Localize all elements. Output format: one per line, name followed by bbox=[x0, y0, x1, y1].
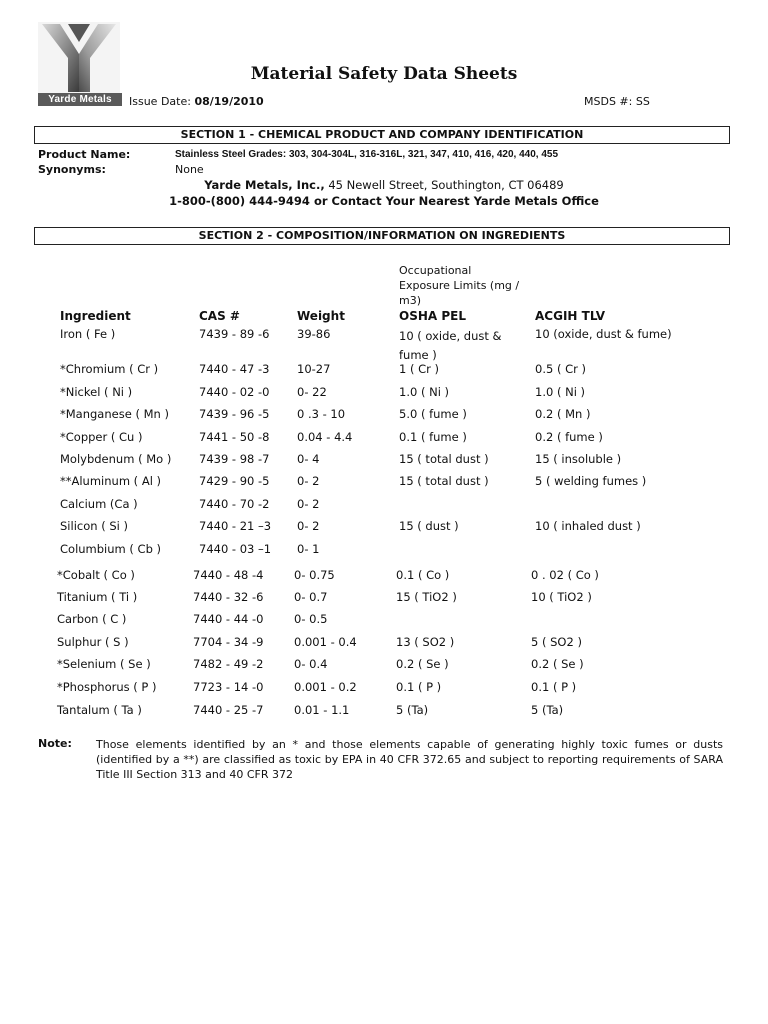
cell-weight: 0 .3 - 10 bbox=[297, 407, 346, 421]
cell-cas-number: 7440 - 48 -4 bbox=[193, 568, 264, 582]
col-header-osha-pel: OSHA PEL bbox=[399, 309, 466, 323]
cell-acgih-tlv: 0.2 ( fume ) bbox=[535, 430, 603, 444]
cell-acgih-tlv: 1.0 ( Ni ) bbox=[535, 385, 586, 399]
cell-cas-number: 7439 - 98 -7 bbox=[199, 452, 270, 466]
cell-weight: 0- 0.7 bbox=[294, 590, 328, 604]
cell-acgih-tlv: 10 ( inhaled dust ) bbox=[535, 519, 641, 533]
cell-cas-number: 7439 - 96 -5 bbox=[199, 407, 270, 421]
cell-osha-pel: 0.2 ( Se ) bbox=[396, 657, 449, 671]
cell-weight: 0.001 - 0.4 bbox=[294, 635, 357, 649]
cell-ingredient: *Selenium ( Se ) bbox=[57, 657, 151, 671]
cell-weight: 0- 0.75 bbox=[294, 568, 335, 582]
cell-osha-pel: 15 ( dust ) bbox=[399, 519, 459, 533]
cell-osha-pel: 1.0 ( Ni ) bbox=[399, 385, 450, 399]
cell-ingredient: Calcium (Ca ) bbox=[60, 497, 138, 511]
col-header-weight: Weight bbox=[297, 309, 345, 323]
cell-ingredient: Carbon ( C ) bbox=[57, 612, 127, 626]
cell-ingredient: Tantalum ( Ta ) bbox=[57, 703, 142, 717]
cell-osha-pel: 13 ( SO2 ) bbox=[396, 635, 455, 649]
cell-acgih-tlv: 0.2 ( Mn ) bbox=[535, 407, 591, 421]
company-name: Yarde Metals, Inc., bbox=[204, 178, 325, 192]
cell-acgih-tlv: 0.1 ( P ) bbox=[531, 680, 577, 694]
cell-acgih-tlv: 0.5 ( Cr ) bbox=[535, 362, 586, 376]
cell-cas-number: 7439 - 89 -6 bbox=[199, 327, 270, 341]
cell-acgih-tlv: 10 ( TiO2 ) bbox=[531, 590, 592, 604]
cell-ingredient: *Chromium ( Cr ) bbox=[60, 362, 159, 376]
cell-cas-number: 7441 - 50 -8 bbox=[199, 430, 270, 444]
cell-cas-number: 7440 - 44 -0 bbox=[193, 612, 264, 626]
cell-weight: 0- 2 bbox=[297, 519, 320, 533]
cell-ingredient: *Phosphorus ( P ) bbox=[57, 680, 157, 694]
cell-acgih-tlv: 5 (Ta) bbox=[531, 703, 564, 717]
cell-osha-pel: 15 ( total dust ) bbox=[399, 474, 489, 488]
col-header-acgih-tlv: ACGIH TLV bbox=[535, 309, 606, 323]
cell-osha-pel: 1 ( Cr ) bbox=[399, 362, 440, 376]
note-text: Those elements identified by an * and those elements capable of generating highly toxic fumes or dusts (identified by a **) are classified as toxic by EPA in 40 CFR 372.65 and subject to reporting requirements of SARA Title III Section 313 and 40 CFR 372 bbox=[96, 738, 723, 781]
msds-number bbox=[584, 95, 650, 108]
cell-ingredient: Silicon ( Si ) bbox=[60, 519, 128, 533]
cell-cas-number: 7440 - 32 -6 bbox=[193, 590, 264, 604]
cell-cas-number: 7723 - 14 -0 bbox=[193, 680, 264, 694]
cell-osha-pel: 0.1 ( P ) bbox=[396, 680, 442, 694]
cell-weight: 0- 2 bbox=[297, 474, 320, 488]
cell-acgih-tlv: 0 . 02 ( Co ) bbox=[531, 568, 599, 582]
cell-cas-number: 7440 - 21 –3 bbox=[199, 519, 272, 533]
issue-date-value: 08/19/2010 bbox=[194, 95, 264, 108]
note-label: Note: bbox=[38, 737, 72, 750]
cell-weight: 0.01 - 1.1 bbox=[294, 703, 350, 717]
cell-osha-pel: 5 (Ta) bbox=[396, 703, 429, 717]
company-address bbox=[0, 178, 768, 192]
cell-ingredient: Columbium ( Cb ) bbox=[60, 542, 162, 556]
cell-acgih-tlv: 15 ( insoluble ) bbox=[535, 452, 622, 466]
cell-weight: 0- 4 bbox=[297, 452, 320, 466]
cell-weight: 0- 1 bbox=[297, 542, 320, 556]
cell-weight: 0- 22 bbox=[297, 385, 327, 399]
col-header-cas: CAS # bbox=[199, 309, 240, 323]
cell-weight: 0- 0.5 bbox=[294, 612, 328, 626]
cell-weight: 39-86 bbox=[297, 327, 331, 341]
cell-cas-number: 7440 - 70 -2 bbox=[199, 497, 270, 511]
cell-weight: 0- 2 bbox=[297, 497, 320, 511]
company-phone: 1-800-(800) 444-9494 or Contact Your Nearest Yarde Metals Office bbox=[169, 194, 599, 208]
cell-ingredient: *Copper ( Cu ) bbox=[60, 430, 143, 444]
msds-value: SS bbox=[635, 95, 650, 108]
cell-acgih-tlv: 0.2 ( Se ) bbox=[531, 657, 584, 671]
cell-cas-number: 7429 - 90 -5 bbox=[199, 474, 270, 488]
cell-cas-number: 7440 - 47 -3 bbox=[199, 362, 270, 376]
cell-ingredient: **Aluminum ( Al ) bbox=[60, 474, 162, 488]
cell-osha-pel: 15 ( TiO2 ) bbox=[396, 590, 457, 604]
cell-weight: 0- 0.4 bbox=[294, 657, 328, 671]
cell-ingredient: *Nickel ( Ni ) bbox=[60, 385, 133, 399]
company-street: 45 Newell Street, Southington, CT 06489 bbox=[324, 178, 564, 192]
product-name-value: Stainless Steel Grades: 303, 304-304L, 316-316L, 321, 347, 410, 416, 420, 440, 455 bbox=[175, 149, 559, 160]
cell-ingredient: Titanium ( Ti ) bbox=[57, 590, 138, 604]
cell-osha-pel: 5.0 ( fume ) bbox=[399, 407, 467, 421]
cell-osha-pel: 10 ( oxide, dust & fume ) bbox=[399, 329, 502, 362]
cell-ingredient: Molybdenum ( Mo ) bbox=[60, 452, 172, 466]
cell-osha-pel: 15 ( total dust ) bbox=[399, 452, 489, 466]
msds-label: MSDS #: bbox=[584, 95, 636, 108]
issue-date-label: Issue Date: bbox=[129, 95, 195, 108]
cell-osha-pel: 0.1 ( Co ) bbox=[396, 568, 450, 582]
cell-ingredient: Iron ( Fe ) bbox=[60, 327, 116, 341]
product-name-label: Product Name: bbox=[38, 148, 131, 161]
cell-osha-pel: 0.1 ( fume ) bbox=[399, 430, 467, 444]
section-2-heading: SECTION 2 - COMPOSITION/INFORMATION ON INGREDIENTS bbox=[34, 227, 730, 245]
cell-cas-number: 7440 - 25 -7 bbox=[193, 703, 264, 717]
cell-acgih-tlv: 5 ( welding fumes ) bbox=[535, 474, 647, 488]
issue-date bbox=[129, 95, 264, 108]
cell-cas-number: 7482 - 49 -2 bbox=[193, 657, 264, 671]
synonyms-value: None bbox=[175, 163, 204, 176]
cell-weight: 0.04 - 4.4 bbox=[297, 430, 353, 444]
col-header-ingredient: Ingredient bbox=[60, 309, 131, 323]
cell-cas-number: 7440 - 02 -0 bbox=[199, 385, 270, 399]
cell-weight: 0.001 - 0.2 bbox=[294, 680, 357, 694]
exposure-limits-note: Occupational Exposure Limits (mg / m3) bbox=[399, 264, 520, 307]
cell-weight: 10-27 bbox=[297, 362, 331, 376]
cell-cas-number: 7440 - 03 –1 bbox=[199, 542, 272, 556]
cell-ingredient: *Manganese ( Mn ) bbox=[60, 407, 169, 421]
section-1-heading: SECTION 1 - CHEMICAL PRODUCT AND COMPANY IDENTIFICATION bbox=[34, 126, 730, 144]
cell-acgih-tlv: 5 ( SO2 ) bbox=[531, 635, 582, 649]
synonyms-label: Synonyms: bbox=[38, 163, 106, 176]
cell-ingredient: *Cobalt ( Co ) bbox=[57, 568, 135, 582]
cell-cas-number: 7704 - 34 -9 bbox=[193, 635, 264, 649]
cell-acgih-tlv: 10 (oxide, dust & fume) bbox=[535, 327, 672, 341]
document-title: Material Safety Data Sheets bbox=[250, 64, 518, 84]
logo-wordmark: Yarde Metals bbox=[38, 93, 122, 106]
cell-ingredient: Sulphur ( S ) bbox=[57, 635, 129, 649]
